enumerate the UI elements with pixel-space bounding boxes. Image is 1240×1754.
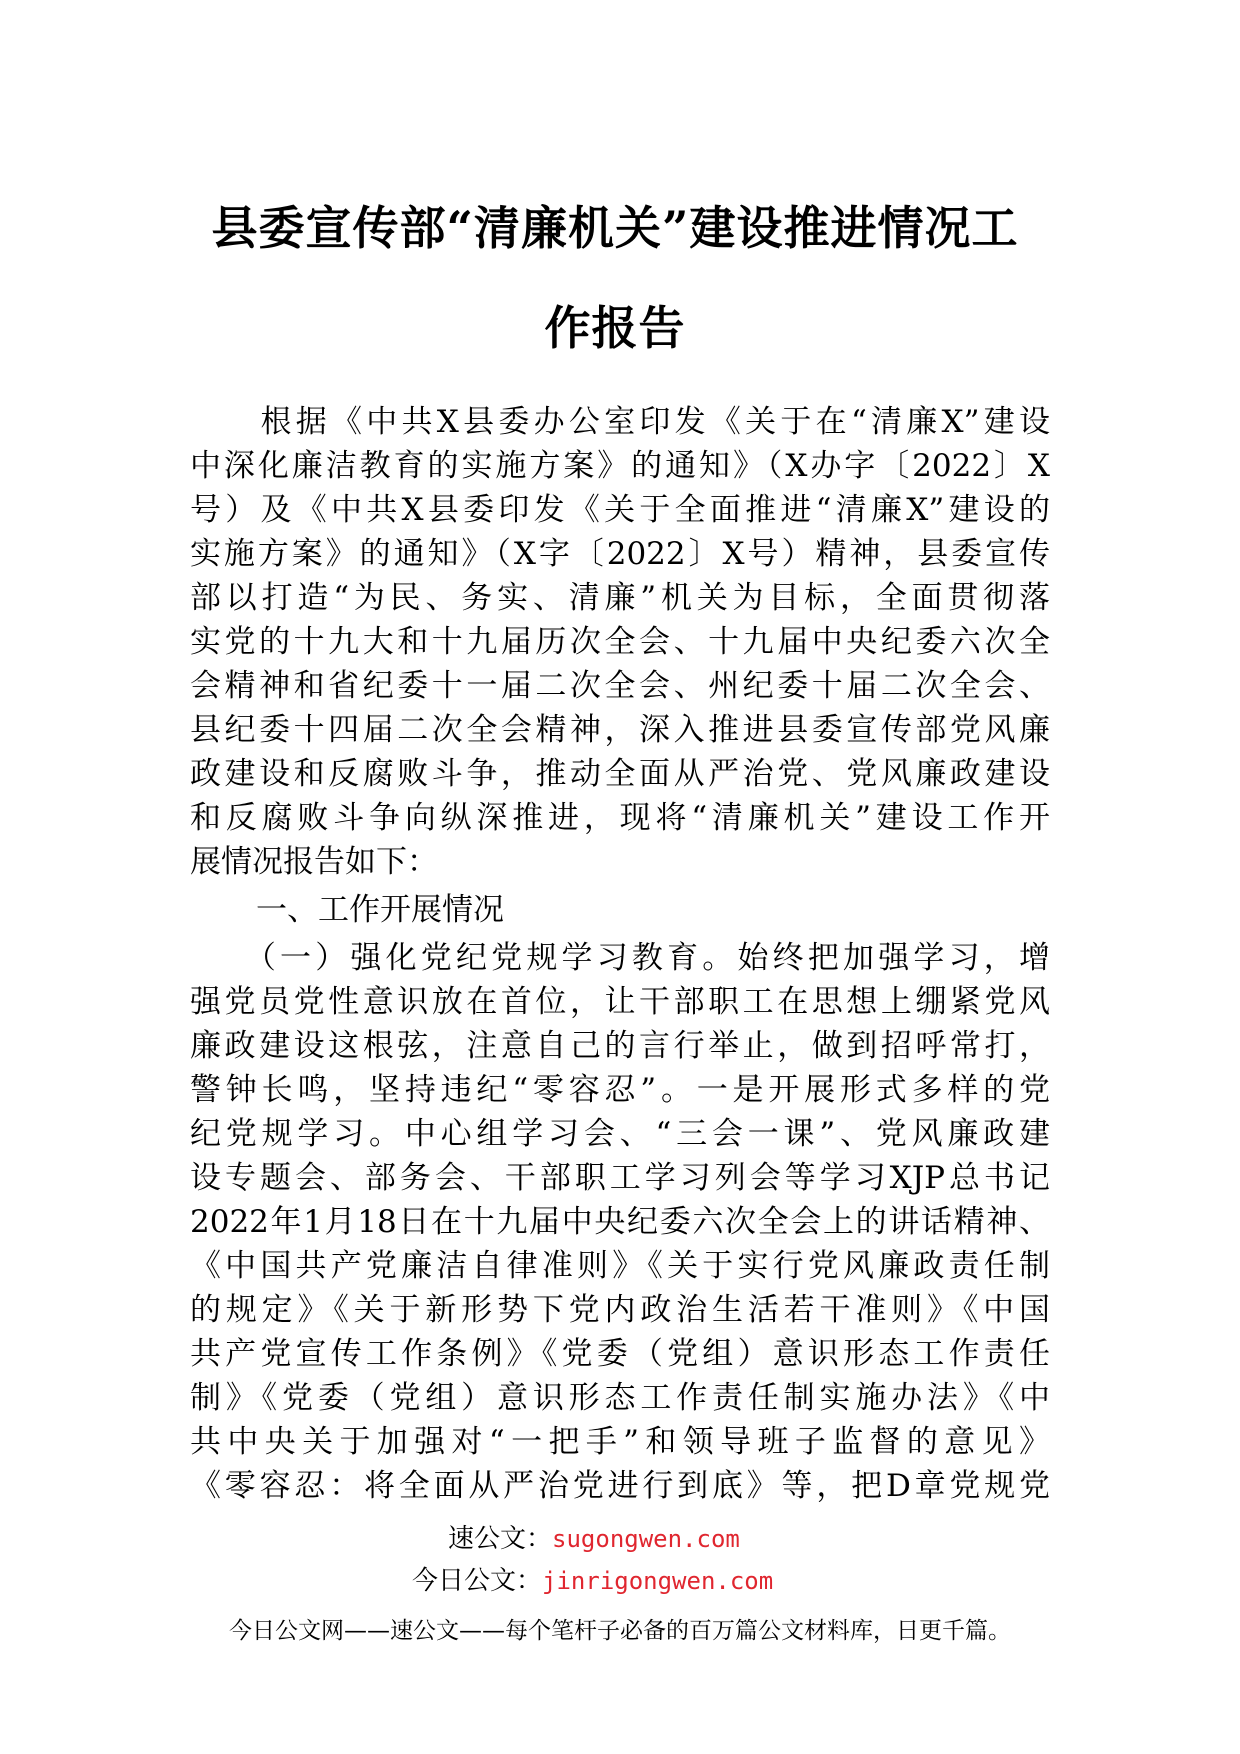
footer-label: 今日公文： (412, 1566, 543, 1596)
sugongwen-link[interactable]: sugongwen.com (552, 1525, 740, 1553)
body-line: 县纪委十四届二次全会精神，深入推进县委宣传部党风廉 (190, 712, 1050, 748)
document-title-line-1: 县委宣传部“清廉机关”建设推进情况工 (211, 201, 1019, 255)
body-line: 纪党规学习。中心组学习会、“三会一课”、党风廉政建 (190, 1116, 1050, 1152)
body-line: 中深化廉洁教育的实施方案》的通知》（X办字〔2022〕X (190, 448, 1050, 484)
footer-sugongwen (448, 1518, 740, 1555)
body-line: 根据《中共X县委办公室印发《关于在“清廉X”建设 (190, 404, 1050, 440)
body-line: 共产党宣传工作条例》《党委（党组）意识形态工作责任 (190, 1336, 1050, 1372)
body-line: 《中国共产党廉洁自律准则》《关于实行党风廉政责任制 (190, 1248, 1050, 1284)
body-line: 廉政建设这根弦，注意自己的言行举止，做到招呼常打， (190, 1028, 1050, 1064)
body-line: 设专题会、部务会、干部职工学习列会等学习XJP总书记 (190, 1160, 1050, 1196)
body-line: 展情况报告如下： (190, 844, 438, 880)
body-line: 《零容忍：将全面从严治党进行到底》等，把D章党规党 (190, 1468, 1050, 1504)
footer-label: 速公文： (448, 1524, 553, 1554)
body-line: 部以打造“为民、务实、清廉”机关为目标，全面贯彻落 (190, 580, 1050, 616)
body-line: 和反腐败斗争向纵深推进，现将“清廉机关”建设工作开 (190, 800, 1050, 836)
body-line: 制》《党委（党组）意识形态工作责任制实施办法》《中 (190, 1380, 1050, 1416)
body-line: 强党员党性意识放在首位，让干部职工在思想上绷紧党风 (190, 984, 1050, 1020)
body-line: 政建设和反腐败斗争，推动全面从严治党、党风廉政建设 (190, 756, 1050, 792)
footer-slogan: 今日公文网——速公文——每个笔杆子必备的百万篇公文材料库，日更千篇。 (229, 1618, 1011, 1644)
body-line: 会精神和省纪委十一届二次全会、州纪委十届二次全会、 (190, 668, 1050, 704)
body-line: 2022年1月18日在十九届中央纪委六次全会上的讲话精神、 (190, 1204, 1050, 1240)
document-title-line-2: 作报告 (544, 301, 686, 355)
body-line: 警钟长鸣，坚持违纪“零容忍”。一是开展形式多样的党 (190, 1072, 1050, 1108)
body-line: （一）强化党纪党规学习教育。始终把加强学习，增 (190, 940, 1050, 976)
footer-jinrigongwen (412, 1560, 773, 1597)
body-line: 号）及《中共X县委印发《关于全面推进“清廉X”建设的 (190, 492, 1050, 528)
body-line: 共中央关于加强对“一把手”和领导班子监督的意见》 (190, 1424, 1050, 1460)
section-heading: 一、工作开展情况 (256, 892, 504, 928)
body-line: 的规定》《关于新形势下党内政治生活若干准则》《中国 (190, 1292, 1050, 1328)
body-line: 实党的十九大和十九届历次全会、十九届中央纪委六次全 (190, 624, 1050, 660)
body-line: 实施方案》的通知》（X字〔2022〕X号）精神，县委宣传 (190, 536, 1050, 572)
jinrigongwen-link[interactable]: jinrigongwen.com (542, 1567, 774, 1595)
